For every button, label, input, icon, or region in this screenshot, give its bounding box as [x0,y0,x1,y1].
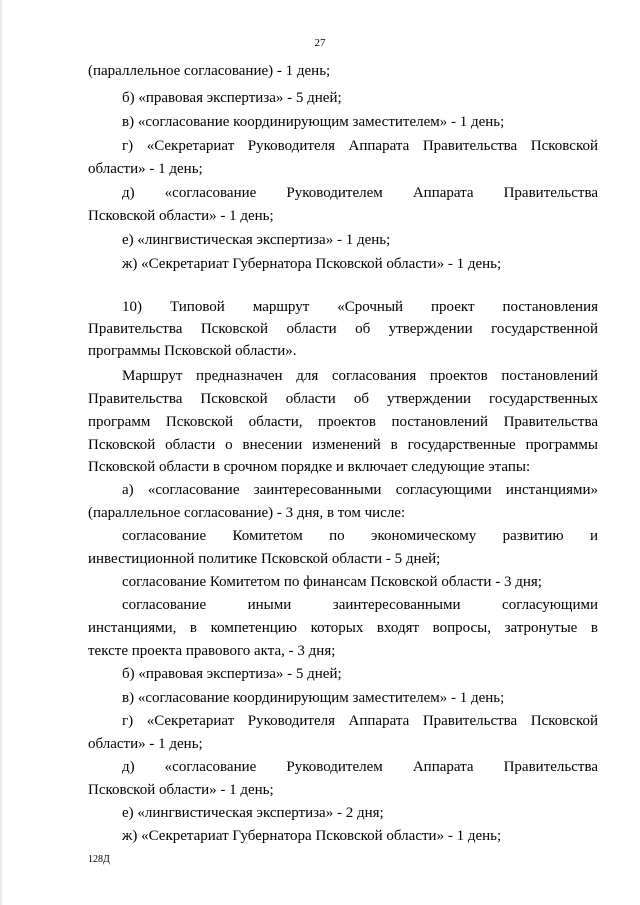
text-line: области» - 1 день; [88,736,203,752]
text-line: д) «согласование Руководителем Аппарата Правительства [122,759,598,775]
text-line: Псковской области» - 1 день; [88,208,274,224]
text-line: Псковской области в срочном порядке и включает следующие этапы: [88,459,531,475]
text-line: инстанциями, в компетенцию которых входят вопросы, затронутые в [88,620,598,636]
page-number: 27 [314,37,326,49]
text-line: согласование иными заинтересованными согласующими [122,597,598,613]
text-line: е) «лингвистическая экспертиза» - 2 дня; [122,805,384,821]
text-line: Псковской области» - 1 день; [88,782,274,798]
text-line: (параллельное согласование) - 1 день; [88,63,331,79]
text-line: б) «правовая экспертиза» - 5 дней; [122,666,342,682]
text-line: г) «Секретариат Руководителя Аппарата Правительства Псковской [122,713,598,729]
page-binding-edge [0,0,3,905]
text-line: д) «согласование Руководителем Аппарата Правительства [122,185,598,201]
text-line: Правительства Псковской области об утверждении государственных [88,391,598,407]
section-heading-line: 10) Типовой маршрут «Срочный проект постановления [122,299,598,315]
text-line: (параллельное согласование) - 3 дня, в том числе: [88,505,406,521]
text-line: инвестиционной политике Псковской области - 5 дней; [88,551,441,567]
text-line: ж) «Секретариат Губернатора Псковской области» - 1 день; [122,828,502,844]
text-line: согласование Комитетом по финансам Псковской области - 3 дня; [122,574,542,590]
text-line: Псковской области о внесении изменений в государственные программы [88,437,598,453]
text-line: г) «Секретариат Руководителя Аппарата Правительства Псковской [122,138,598,154]
footer-document-code: 128Д [88,854,110,865]
text-line: тексте проекта правового акта, - 3 дня; [88,643,336,659]
text-line: программ Псковской области, проектов постановлений Правительства [88,414,598,430]
section-heading-line: программы Псковской области». [88,343,297,359]
text-line: в) «согласование координирующим заместителем» - 1 день; [122,114,505,130]
text-line: ж) «Секретариат Губернатора Псковской области» - 1 день; [122,256,502,272]
text-line: а) «согласование заинтересованными согласующими инстанциями» [122,482,598,498]
text-line: е) «лингвистическая экспертиза» - 1 день; [122,232,391,248]
text-line: Маршрут предназначен для согласования проектов постановлений [122,368,598,384]
text-line: в) «согласование координирующим заместителем» - 1 день; [122,690,505,706]
text-line: области» - 1 день; [88,161,203,177]
text-line: б) «правовая экспертиза» - 5 дней; [122,90,342,106]
section-heading-line: Правительства Псковской области об утверждении государственной [88,321,598,337]
text-line: согласование Комитетом по экономическому развитию и [122,528,598,544]
